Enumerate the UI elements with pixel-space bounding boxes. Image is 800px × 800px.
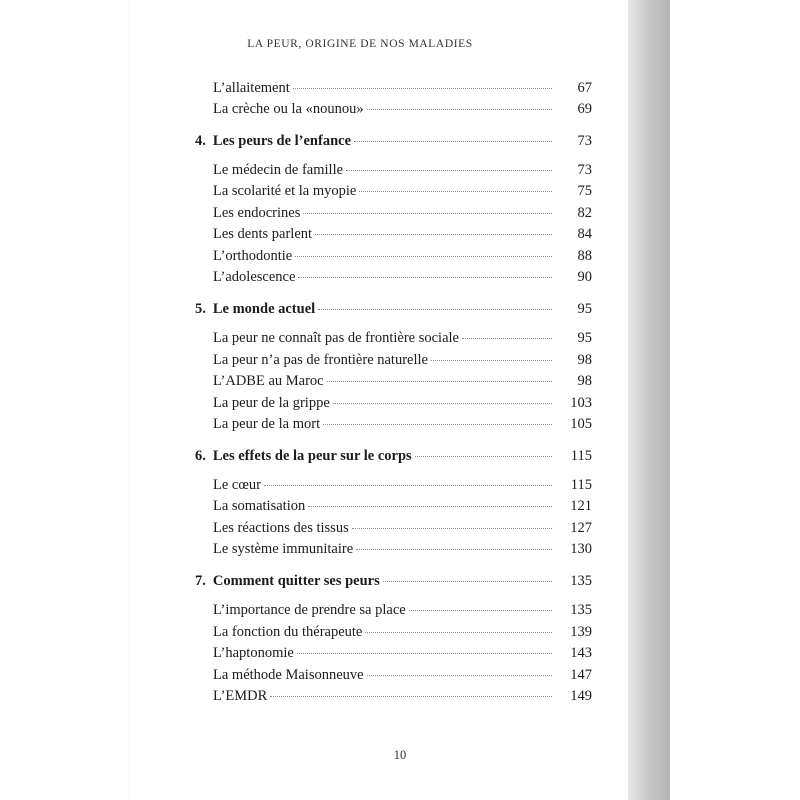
entry-page-number: 105 bbox=[570, 416, 592, 432]
entry-title: L’EMDR bbox=[213, 688, 268, 704]
page-number: 10 bbox=[393, 748, 407, 762]
entry-title: La peur de la grippe bbox=[213, 395, 330, 411]
entry-page-number: 95 bbox=[577, 301, 592, 317]
entry-page-number: 88 bbox=[577, 248, 592, 264]
entry-title: L’orthodontie bbox=[213, 248, 293, 264]
dot-leader bbox=[415, 456, 552, 457]
entry-page-number: 73 bbox=[577, 162, 592, 178]
entry-page-number: 103 bbox=[570, 395, 592, 411]
entry-title: L’importance de prendre sa place bbox=[213, 602, 406, 618]
entry-title: Le monde actuel bbox=[212, 301, 316, 317]
dot-leader bbox=[333, 403, 552, 404]
entry-page-number: 95 bbox=[577, 330, 592, 346]
entry-title: Les endocrines bbox=[213, 205, 301, 221]
toc-section-entry bbox=[213, 183, 592, 203]
toc-section-entry bbox=[213, 162, 592, 182]
dot-leader bbox=[352, 528, 552, 529]
entry-title: Les dents parlent bbox=[213, 226, 313, 242]
toc-section-entry bbox=[213, 645, 592, 665]
entry-page-number: 115 bbox=[570, 448, 592, 464]
toc-section-entry bbox=[213, 395, 592, 415]
dot-leader bbox=[383, 581, 552, 582]
toc-section-entry bbox=[213, 541, 592, 561]
dot-leader bbox=[354, 141, 552, 142]
dot-leader bbox=[264, 485, 552, 486]
entry-page-number: 67 bbox=[577, 80, 592, 96]
toc-section-entry bbox=[213, 520, 592, 540]
entry-page-number: 98 bbox=[577, 373, 592, 389]
entry-page-number: 98 bbox=[577, 352, 592, 368]
toc-section-entry bbox=[213, 226, 592, 246]
dot-leader bbox=[356, 549, 552, 550]
entry-title: L’haptonomie bbox=[213, 645, 294, 661]
entry-title: La crèche ou la «nounou» bbox=[213, 101, 364, 117]
toc-chapter-entry bbox=[195, 133, 592, 153]
dot-leader bbox=[359, 191, 552, 192]
entry-title: Le cœur bbox=[213, 477, 261, 493]
entry-page-number: 149 bbox=[570, 688, 592, 704]
dot-leader bbox=[409, 610, 552, 611]
dot-leader bbox=[270, 696, 552, 697]
toc-section-entry bbox=[213, 477, 592, 497]
entry-page-number: 69 bbox=[577, 101, 592, 117]
entry-page-number: 115 bbox=[570, 477, 592, 493]
chapter-number: 7. bbox=[195, 573, 206, 589]
dot-leader bbox=[367, 675, 552, 676]
dot-leader bbox=[346, 170, 552, 171]
dot-leader bbox=[431, 360, 552, 361]
entry-page-number: 147 bbox=[570, 667, 592, 683]
entry-page-number: 121 bbox=[570, 498, 592, 514]
chapter-number: 6. bbox=[195, 448, 206, 464]
entry-page-number: 135 bbox=[570, 573, 592, 589]
toc-section-entry bbox=[213, 269, 592, 289]
toc-chapter-entry bbox=[195, 301, 592, 321]
entry-title: Les effets de la peur sur le corps bbox=[212, 448, 412, 464]
dot-leader bbox=[297, 653, 552, 654]
entry-title: La peur ne connaît pas de frontière sociale bbox=[213, 330, 459, 346]
dot-leader bbox=[293, 88, 552, 89]
dot-leader bbox=[323, 424, 552, 425]
entry-title: Les réactions des tissus bbox=[213, 520, 349, 536]
toc-section-entry bbox=[213, 248, 592, 268]
entry-title: La peur n’a pas de frontière naturelle bbox=[213, 352, 428, 368]
toc-section-entry bbox=[213, 688, 592, 708]
toc-section-entry bbox=[213, 373, 592, 393]
entry-title: La scolarité et la myopie bbox=[213, 183, 357, 199]
toc-section-entry bbox=[213, 205, 592, 225]
toc-section-entry bbox=[213, 330, 592, 350]
toc-section-entry bbox=[213, 80, 592, 100]
toc-chapter-entry bbox=[195, 573, 592, 593]
dot-leader bbox=[295, 256, 552, 257]
dot-leader bbox=[303, 213, 552, 214]
dot-leader bbox=[367, 109, 552, 110]
toc-chapter-entry bbox=[195, 448, 592, 468]
toc-section-entry bbox=[213, 416, 592, 436]
chapter-number: 5. bbox=[195, 301, 206, 317]
entry-title: L’adolescence bbox=[213, 269, 296, 285]
entry-page-number: 135 bbox=[570, 602, 592, 618]
toc-section-entry bbox=[213, 667, 592, 687]
entry-page-number: 82 bbox=[577, 205, 592, 221]
dot-leader bbox=[315, 234, 552, 235]
toc-section-entry bbox=[213, 352, 592, 372]
entry-page-number: 73 bbox=[577, 133, 592, 149]
entry-page-number: 143 bbox=[570, 645, 592, 661]
entry-page-number: 139 bbox=[570, 624, 592, 640]
dot-leader bbox=[365, 632, 552, 633]
entry-title: Le système immunitaire bbox=[213, 541, 354, 557]
entry-title: La méthode Maisonneuve bbox=[213, 667, 364, 683]
entry-page-number: 84 bbox=[577, 226, 592, 242]
chapter-number: 4. bbox=[195, 133, 206, 149]
dot-leader bbox=[327, 381, 552, 382]
dot-leader bbox=[308, 506, 552, 507]
running-head: LA PEUR, ORIGINE DE NOS MALADIES bbox=[247, 38, 473, 50]
entry-title: Le médecin de famille bbox=[213, 162, 344, 178]
entry-page-number: 75 bbox=[577, 183, 592, 199]
entry-title: Les peurs de l’enfance bbox=[212, 133, 352, 149]
dot-leader bbox=[318, 309, 552, 310]
entry-title: La peur de la mort bbox=[213, 416, 321, 432]
entry-page-number: 90 bbox=[577, 269, 592, 285]
entry-title: La somatisation bbox=[213, 498, 306, 514]
toc-section-entry bbox=[213, 101, 592, 121]
toc-section-entry bbox=[213, 624, 592, 644]
dot-leader bbox=[462, 338, 552, 339]
toc-section-entry bbox=[213, 602, 592, 622]
entry-page-number: 130 bbox=[570, 541, 592, 557]
entry-title: L’ADBE au Maroc bbox=[213, 373, 324, 389]
toc-section-entry bbox=[213, 498, 592, 518]
entry-title: Comment quitter ses peurs bbox=[212, 573, 380, 589]
entry-title: L’allaitement bbox=[213, 80, 290, 96]
dot-leader bbox=[298, 277, 552, 278]
entry-page-number: 127 bbox=[570, 520, 592, 536]
entry-title: La fonction du thérapeute bbox=[213, 624, 363, 640]
